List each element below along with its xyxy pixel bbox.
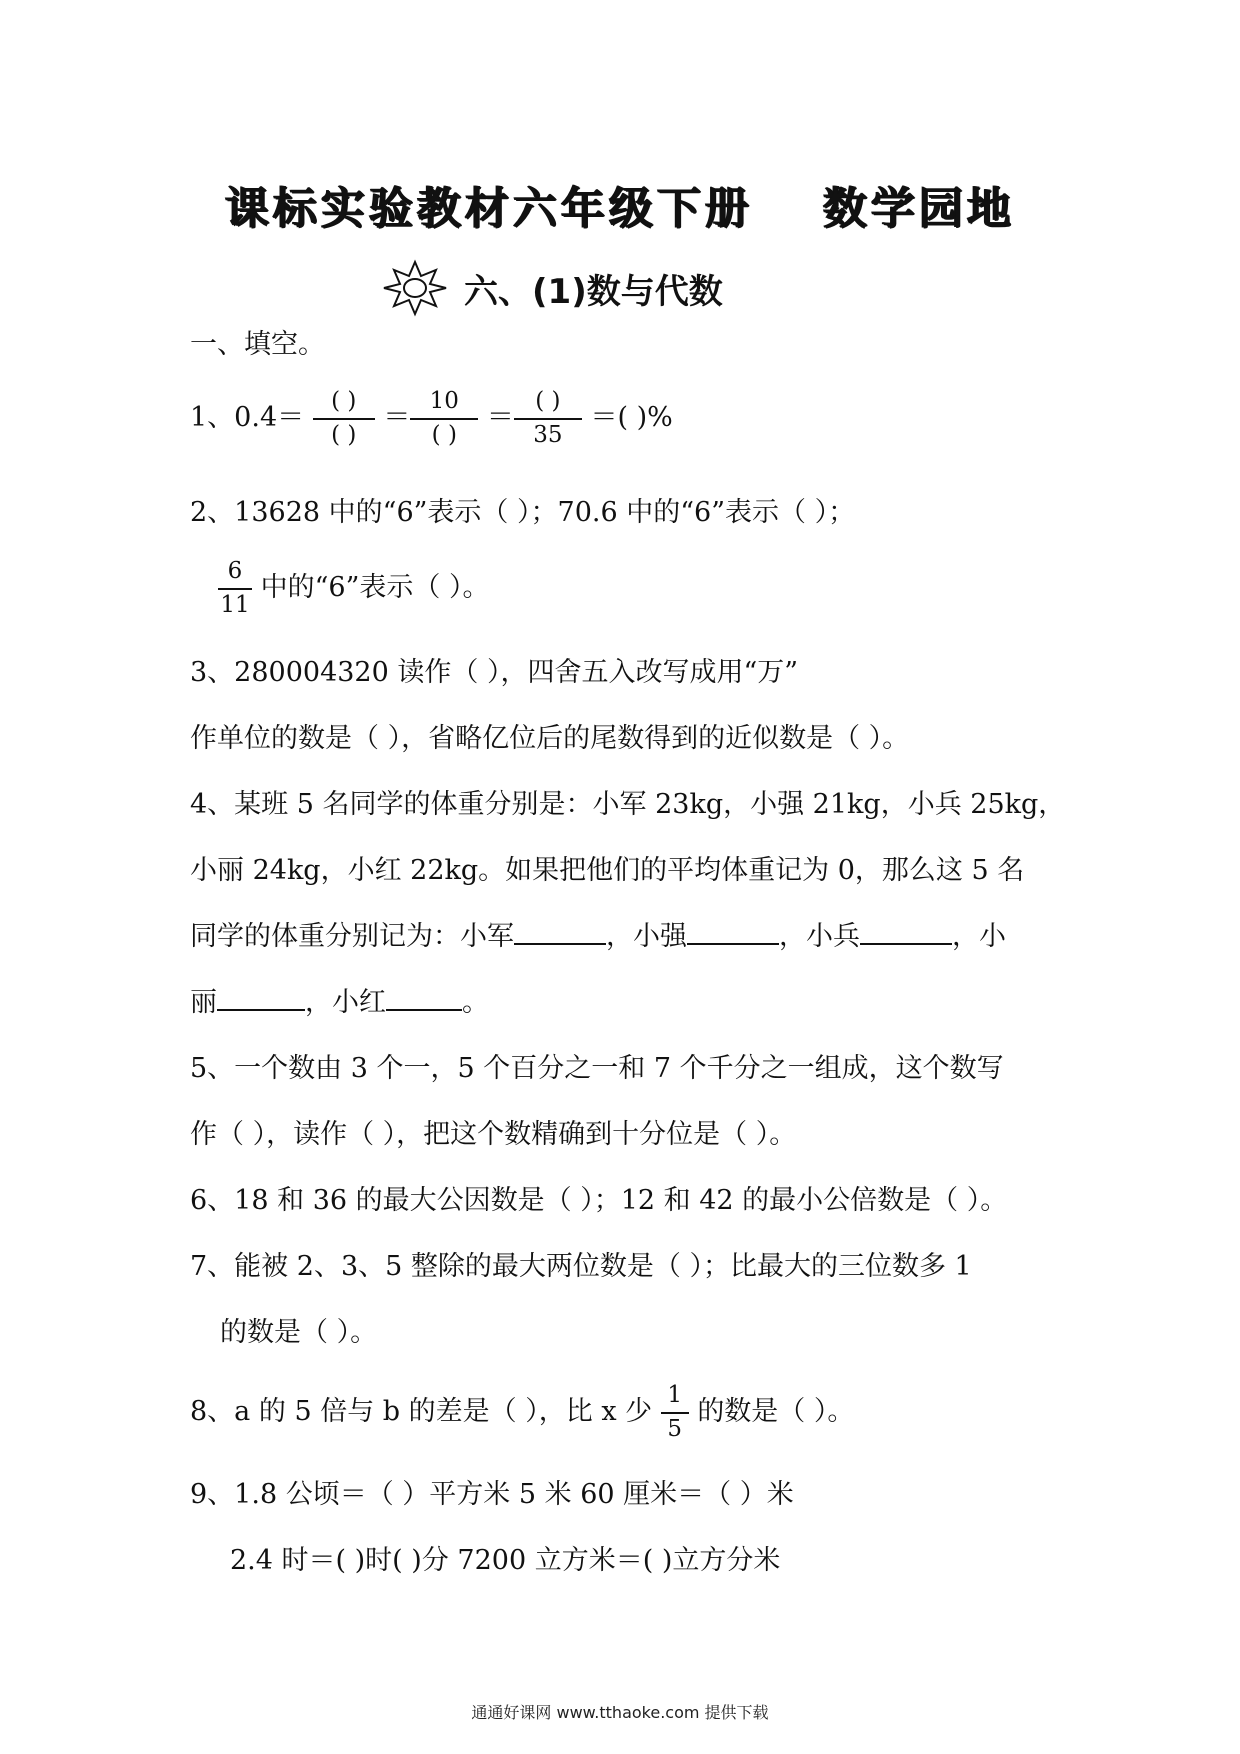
q4-blank-xiaoli[interactable] (217, 983, 305, 1011)
q4-line4-a: 丽 (190, 987, 217, 1018)
question-4-line-1: 4、某班 5 名同学的体重分别是：小军 23kg，小强 21kg，小兵 25kg， (190, 789, 1066, 820)
q1-f2-denominator: ( ) (431, 421, 457, 448)
sun-icon (380, 258, 450, 318)
question-4-line-3 (190, 914, 1006, 953)
q1-equals-1: ＝ (383, 402, 411, 434)
question-4-line-4 (190, 980, 489, 1019)
question-2-line-2 (218, 558, 489, 619)
page-title (0, 172, 1240, 236)
q1-fraction-3 (514, 388, 582, 449)
section-heading: 一、填空。 (190, 329, 325, 360)
question-2-line-1: 2、13628 中的“6”表示（ ）；70.6 中的“6”表示（ ）； (190, 497, 856, 528)
q1-f1-denominator: ( ) (331, 421, 357, 448)
q1-prefix: 1、0.4＝ (190, 402, 305, 434)
question-8 (190, 1382, 854, 1443)
subtitle-text: 六、(1)数与代数 (464, 271, 723, 312)
question-9-line-1: 9、1.8 公顷＝（ ）平方米 5 米 60 厘米＝（ ）米 (190, 1479, 794, 1510)
q2-frac-denominator: 11 (220, 591, 250, 618)
q4-blank-xiaoqiang[interactable] (687, 917, 779, 945)
q2-line2-text: 中的“6”表示（ ）。 (260, 572, 490, 604)
question-1 (190, 388, 673, 449)
question-3-line-2: 作单位的数是（ ），省略亿位后的尾数得到的近似数是（ ）。 (190, 723, 910, 754)
q1-fraction-2 (410, 388, 478, 449)
question-5-line-2: 作（ ），读作（ ），把这个数精确到十分位是（ ）。 (190, 1119, 797, 1150)
q4-line3-c: ，小兵 (779, 921, 860, 952)
question-9-line-2: 2.4 时＝( )时( )分 7200 立方米＝( )立方分米 (230, 1545, 781, 1576)
question-7-line-1: 7、能被 2、3、5 整除的最大两位数是（ ）；比最大的三位数多 1 (190, 1251, 972, 1282)
q2-fraction (218, 558, 252, 619)
q4-line4-b: ，小红 (305, 987, 386, 1018)
q4-line3-d: ，小 (952, 921, 1006, 952)
section-subtitle (380, 258, 723, 318)
q8-text-a: 8、a 的 5 倍与 b 的差是（ ），比 x 少 (190, 1396, 653, 1428)
q1-fraction-1 (313, 388, 375, 449)
question-5-line-1: 5、一个数由 3 个一，5 个百分之一和 7 个千分之一组成，这个数写 (190, 1053, 1004, 1084)
q1-f3-numerator: ( ) (535, 388, 561, 414)
q4-line3-a: 同学的体重分别记为：小军 (190, 921, 514, 952)
q8-text-b: 的数是（ ）。 (697, 1396, 855, 1428)
q4-blank-xiaojun[interactable] (514, 917, 606, 945)
question-3-line-1: 3、280004320 读作（ ），四舍五入改写成用“万” (190, 657, 799, 688)
q2-frac-numerator: 6 (227, 558, 243, 584)
q4-line3-b: ，小强 (606, 921, 687, 952)
q4-blank-xiaobing[interactable] (860, 917, 952, 945)
q8-frac-denominator: 5 (667, 1415, 683, 1442)
q8-frac-numerator: 1 (667, 1382, 683, 1408)
question-6: 6、18 和 36 的最大公因数是（ ）；12 和 42 的最小公倍数是（ ）。 (190, 1185, 1008, 1216)
q1-f3-denominator: 35 (533, 421, 563, 448)
q1-f1-numerator: ( ) (331, 388, 357, 414)
question-7-line-2: 的数是（ ）。 (220, 1317, 378, 1348)
q1-end: ＝( )% (590, 402, 673, 434)
q4-line4-c: 。 (462, 987, 489, 1018)
q1-equals-2: ＝ (486, 402, 514, 434)
question-4-line-2: 小丽 24kg，小红 22kg。如果把他们的平均体重记为 0，那么这 5 名 (190, 855, 1025, 886)
title-left: 课标实验教材六年级下册 (225, 183, 753, 234)
q4-blank-xiaohong[interactable] (386, 983, 462, 1011)
q1-f2-numerator: 10 (429, 388, 459, 414)
footer-credit: 通通好课网 www.tthaoke.com 提供下载 (471, 1703, 769, 1722)
q8-fraction (661, 1382, 689, 1443)
title-right: 数学园地 (823, 183, 1015, 234)
